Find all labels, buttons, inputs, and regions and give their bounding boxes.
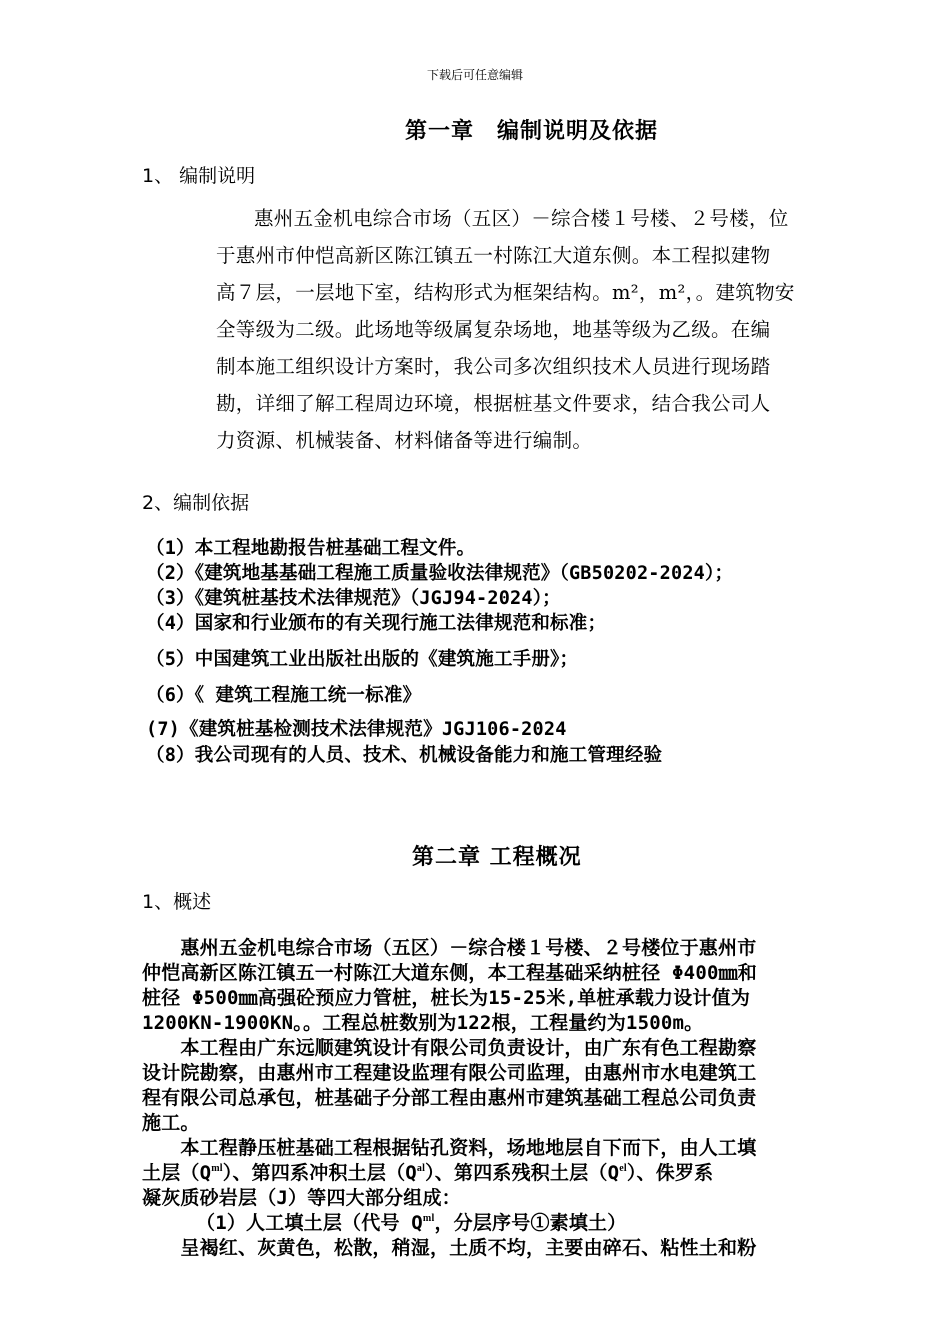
basis-item: （4）国家和行业颁布的有关现行施工法律规范和标准； <box>146 613 607 634</box>
chapter1-section2-title: 2、编制依据 <box>142 492 250 514</box>
layer1-text: （1）人工填土层（代号 Q <box>196 1212 423 1234</box>
basis-item: （3）《建筑桩基技术法律规范》（JGJ94-2024）； <box>146 588 561 609</box>
description-line: 制本施工组织设计方案时，我公司多次组织技术人员进行现场踏 <box>216 355 771 378</box>
overview-line: 本工程静压桩基础工程根据钻孔资料，场地地层自下而下，由人工填 <box>142 1137 757 1159</box>
overview-line: 本工程由广东远顺建筑设计有限公司负责设计，由广东有色工程勘察 <box>142 1037 757 1059</box>
overview-line: 1200KN-1900KN。。工程总桩数别为122根，工程量约为1500m。 <box>142 1012 704 1034</box>
layer1-title <box>196 1208 626 1235</box>
description-line: 全等级为二级。此场地等级属复杂场地，地基等级为乙级。在编 <box>216 318 771 341</box>
description-line: 惠州五金机电综合市场（五区）－综合楼１号楼、２号楼，位 <box>254 207 789 230</box>
layer1-sup: ml <box>422 1213 435 1224</box>
stratum-text: ）、第四系残积土层（Q <box>425 1162 620 1184</box>
description-line: 力资源、机械装备、材料储备等进行编制。 <box>216 429 593 452</box>
chapter1-section1-title: 1、 编制说明 <box>142 165 256 187</box>
overview-line: 惠州五金机电综合市场（五区）－综合楼１号楼、２号楼位于惠州市 <box>142 937 757 959</box>
overview-line: 仲恺高新区陈江镇五一村陈江大道东侧，本工程基础采纳桩径 Φ400㎜和 <box>142 962 757 984</box>
basis-item: （6）《 建筑工程施工统一标准》 <box>146 685 422 706</box>
basis-item: (7)《建筑桩基检测技术法律规范》JGJ106-2024 <box>146 719 567 740</box>
description-line: 于惠州市仲恺高新区陈江镇五一村陈江大道东侧。本工程拟建物 <box>216 244 771 267</box>
stratum-text: ）、第四系冲积土层（Q <box>222 1162 417 1184</box>
description-line: 勘，详细了解工程周边环境，根据桩基文件要求，结合我公司人 <box>216 392 771 415</box>
overview-line: 程有限公司总承包，桩基础子分部工程由惠州市建筑基础工程总公司负责 <box>142 1087 757 1109</box>
stratum-sup: ml <box>211 1163 223 1174</box>
stratum-sup: al <box>416 1163 426 1174</box>
layer1-text: ，分层序号①素填土） <box>434 1212 627 1234</box>
overview-line: 施工。 <box>142 1112 200 1134</box>
overview-line: 凝灰质砂岩层（J）等四大部分组成： <box>142 1187 461 1209</box>
basis-item: （2）《建筑地基基础工程施工质量验收法律规范》（GB50202-2024）； <box>146 563 734 584</box>
layer1-desc: 呈褐红、灰黄色，松散，稍湿，土质不均，主要由碎石、粘性土和粉 <box>142 1237 757 1259</box>
chapter2-title: 第二章 工程概况 <box>412 844 582 870</box>
chapter2-section1-title: 1、概述 <box>142 891 212 913</box>
chapter1-title: 第一章 编制说明及依据 <box>405 118 659 144</box>
overview-line: 桩径 Φ500㎜高强砼预应力管桩，桩长为15-25米,单桩承载力设计值为 <box>142 987 751 1009</box>
stratum-line <box>142 1158 713 1185</box>
chapter1-description <box>216 200 795 459</box>
stratum-text: ）、侏罗系 <box>626 1162 714 1184</box>
basis-item: （5）中国建筑工业出版社出版的《建筑施工手册》； <box>146 649 579 670</box>
basis-item: （1）本工程地勘报告桩基础工程文件。 <box>146 538 476 559</box>
basis-item: （8）我公司现有的人员、技术、机械设备能力和施工管理经验 <box>146 745 663 766</box>
overview-line: 设计院勘察，由惠州市工程建设监理有限公司监理，由惠州市水电建筑工 <box>142 1062 757 1084</box>
stratum-text: 土层（Q <box>142 1162 212 1184</box>
description-line: 高７层，一层地下室，结构形式为框架结构。m²，m²，。建筑物安 <box>216 281 795 304</box>
stratum-sup: el <box>619 1163 627 1174</box>
header-note: 下载后可任意编辑 <box>426 68 523 82</box>
